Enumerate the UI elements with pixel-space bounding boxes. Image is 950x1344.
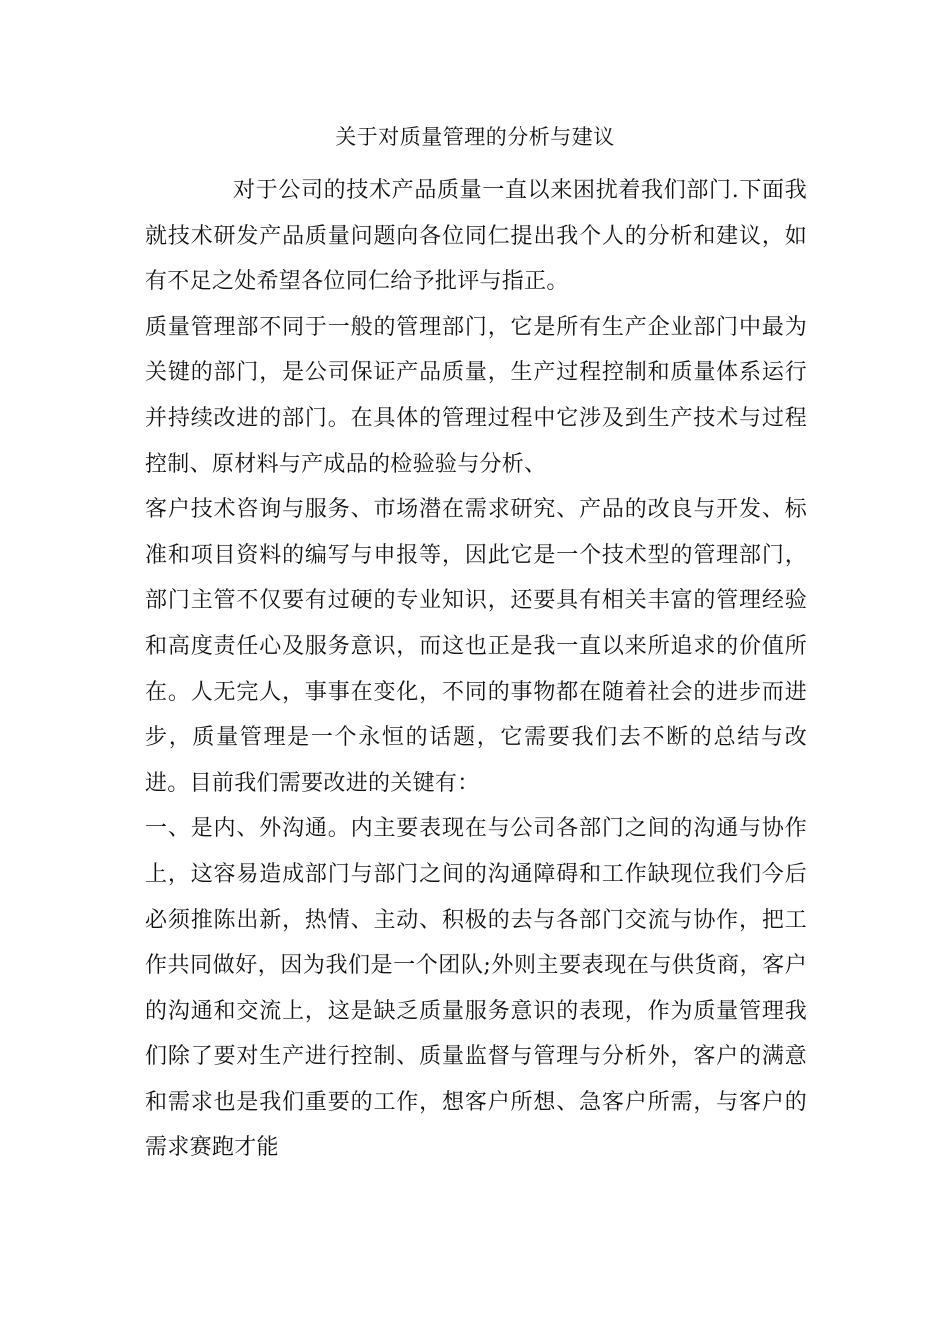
paragraph-technical-management: 客户技术咨询与服务、市场潜在需求研究、产品的改良与开发、标准和项目资料的编写与申报等，因此它是一个技术型的管理部门，部门主管不仅要有过硬的专业知识，还要具有相关丰富的管理经验和高度责任心及服务意识，而这也正是我一直以来所追求的价值所在。人无完人，事事在变化，不同的事物都在随着社会的进步而进步，质量管理是一个永恒的话题，它需要我们去不断的总结与改进。目前我们需要改进的关键有： xyxy=(145,497,807,796)
paragraph-intro: 对于公司的技术产品质量一直以来困扰着我们部门.下面我就技术研发产品质量问题向各位同仁提出我个人的分析和建议，如有不足之处希望各位同仁给予批评与指正。 xyxy=(145,178,807,295)
document-body xyxy=(145,168,807,1171)
document-title: 关于对质量管理的分析与建议 xyxy=(335,125,615,149)
paragraph-quality-department: 质量管理部不同于一般的管理部门，它是所有生产企业部门中最为关键的部门，是公司保证产品质量，生产过程控制和质量体系运行并持续改进的部门。在具体的管理过程中它涉及到生产技术与过程控制、原材料与产成品的检验验与分析、 xyxy=(145,314,807,477)
paragraph-communication: 一、是内、外沟通。内主要表现在与公司各部门之间的沟通与协作上，这容易造成部门与部门之间的沟通障碍和工作缺现位我们今后必须推陈出新，热情、主动、积极的去与各部门交流与协作，把工作共同做好，因为我们是一个团队;外则主要表现在与供货商，客户的沟通和交流上，这是缺乏质量服务意识的表现，作为质量管理我们除了要对生产进行控制、质量监督与管理与分析外，客户的满意和需求也是我们重要的工作，想客户所想、急客户所需，与客户的需求赛跑才能 xyxy=(145,816,807,1161)
